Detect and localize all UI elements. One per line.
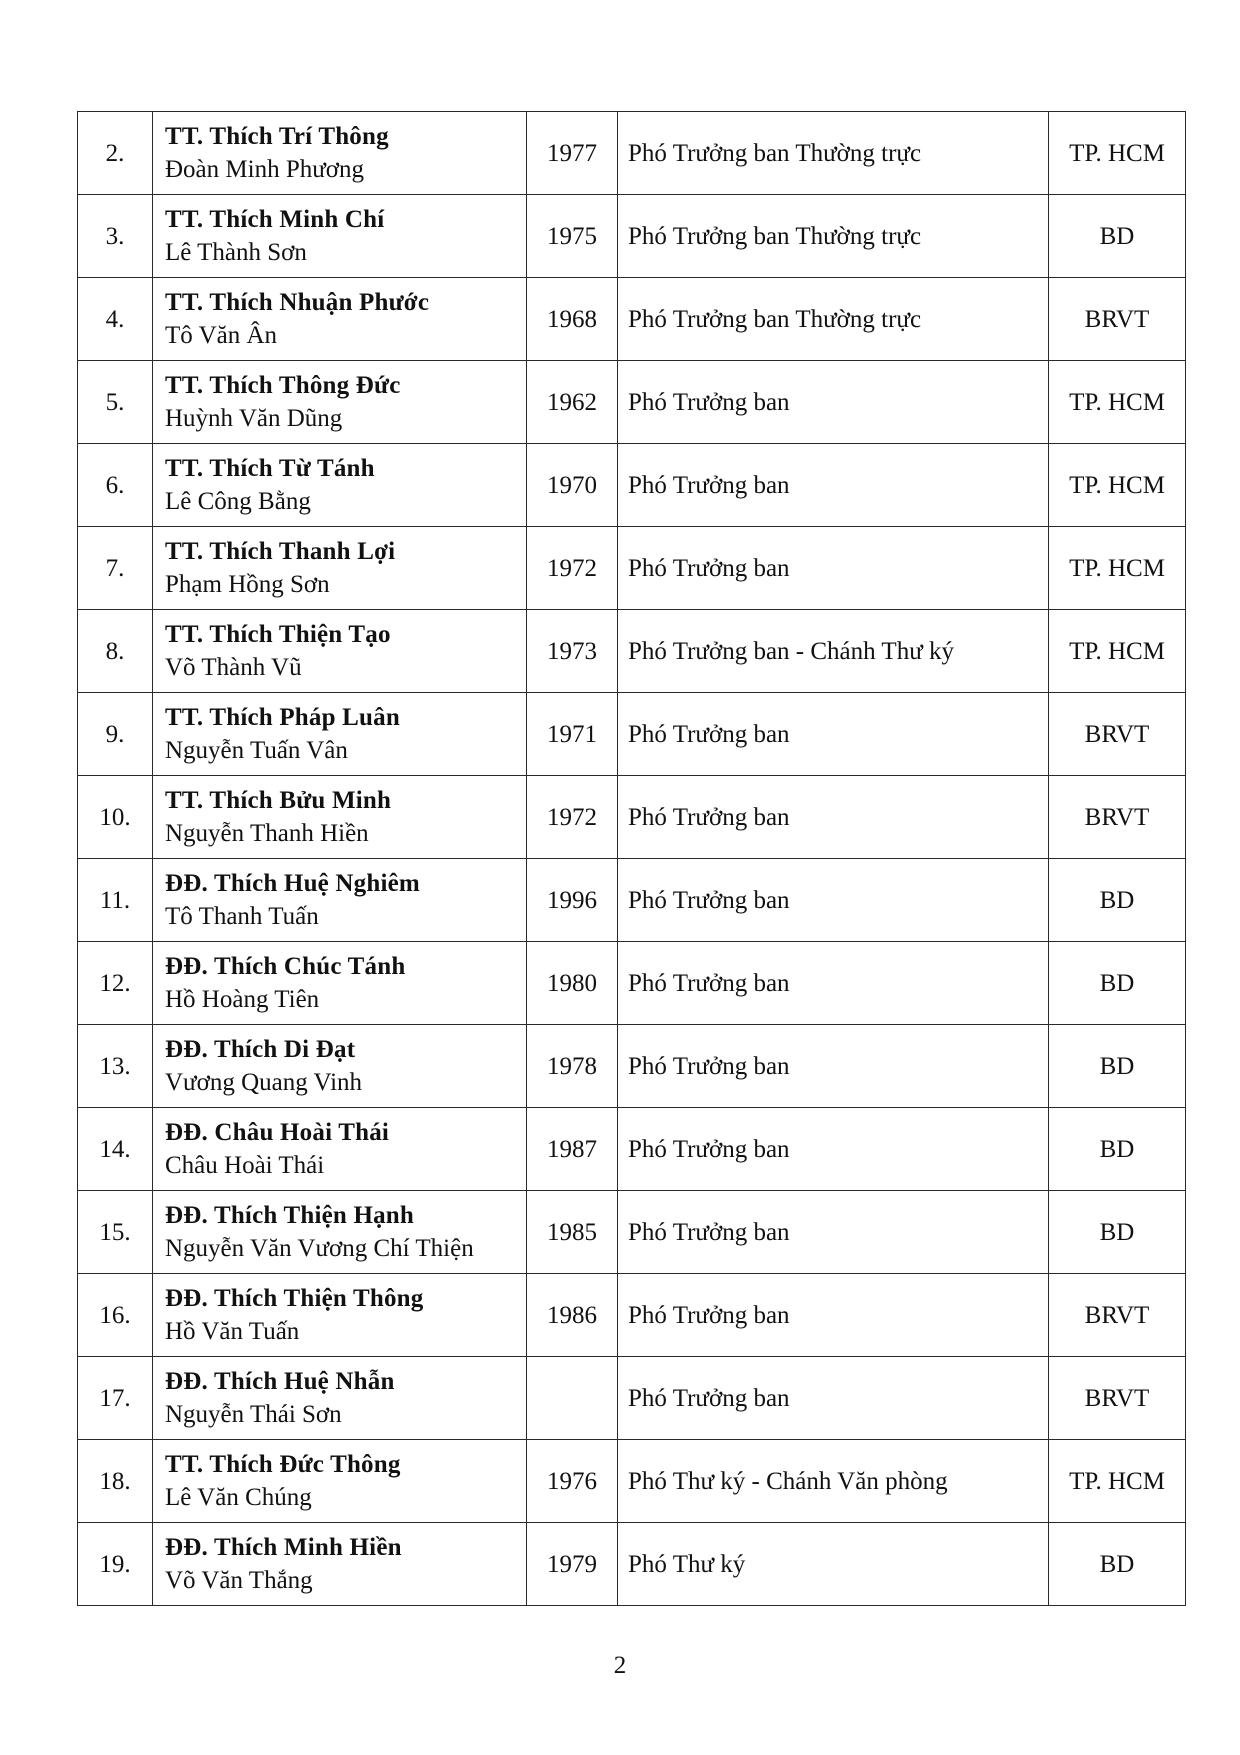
secular-name: Nguyễn Thanh Hiền bbox=[165, 820, 369, 847]
table-row bbox=[78, 1523, 1186, 1606]
members-table-body bbox=[78, 112, 1186, 1606]
table-row bbox=[78, 693, 1186, 776]
role: Phó Trưởng ban Thường trực bbox=[618, 278, 1049, 361]
name-cell bbox=[153, 444, 527, 527]
dharma-name: TT. Thích Bửu Minh bbox=[165, 787, 392, 814]
dharma-name: TT. Thích Trí Thông bbox=[165, 123, 389, 150]
table-row bbox=[78, 1108, 1186, 1191]
table-row bbox=[78, 1357, 1186, 1440]
name-cell bbox=[153, 112, 527, 195]
secular-name: Lê Thành Sơn bbox=[165, 239, 307, 266]
name-cell bbox=[153, 1108, 527, 1191]
name-cell bbox=[153, 1191, 527, 1274]
role: Phó Trưởng ban bbox=[618, 1357, 1049, 1440]
location: BRVT bbox=[1049, 693, 1186, 776]
name-cell bbox=[153, 776, 527, 859]
dharma-name: TT. Thích Đức Thông bbox=[165, 1451, 401, 1478]
dharma-name: TT. Thích Nhuận Phước bbox=[165, 289, 430, 316]
name-cell bbox=[153, 1274, 527, 1357]
secular-name: Nguyễn Tuấn Vân bbox=[165, 737, 348, 764]
row-number: 12. bbox=[78, 942, 153, 1025]
table-row bbox=[78, 1440, 1186, 1523]
dharma-name: ĐĐ. Thích Huệ Nhẫn bbox=[165, 1368, 395, 1395]
role: Phó Trưởng ban bbox=[618, 1025, 1049, 1108]
secular-name: Hồ Hoàng Tiên bbox=[165, 986, 320, 1013]
secular-name: Lê Công Bằng bbox=[165, 488, 311, 515]
role: Phó Trưởng ban bbox=[618, 1191, 1049, 1274]
secular-name: Vương Quang Vinh bbox=[165, 1069, 363, 1096]
birth-year: 1968 bbox=[527, 278, 618, 361]
birth-year: 1978 bbox=[527, 1025, 618, 1108]
members-table bbox=[77, 111, 1186, 1606]
birth-year: 1986 bbox=[527, 1274, 618, 1357]
table-row bbox=[78, 278, 1186, 361]
name-cell bbox=[153, 527, 527, 610]
name-cell bbox=[153, 942, 527, 1025]
birth-year: 1977 bbox=[527, 112, 618, 195]
dharma-name: ĐĐ. Thích Chúc Tánh bbox=[165, 953, 406, 980]
birth-year: 1975 bbox=[527, 195, 618, 278]
row-number: 13. bbox=[78, 1025, 153, 1108]
row-number: 9. bbox=[78, 693, 153, 776]
dharma-name: ĐĐ. Châu Hoài Thái bbox=[165, 1119, 390, 1146]
secular-name: Huỳnh Văn Dũng bbox=[165, 405, 343, 432]
dharma-name: TT. Thích Thông Đức bbox=[165, 372, 401, 399]
row-number: 11. bbox=[78, 859, 153, 942]
birth-year: 1972 bbox=[527, 527, 618, 610]
table-row bbox=[78, 527, 1186, 610]
role: Phó Trưởng ban bbox=[618, 859, 1049, 942]
location: BRVT bbox=[1049, 278, 1186, 361]
location: TP. HCM bbox=[1049, 527, 1186, 610]
table-row bbox=[78, 1274, 1186, 1357]
role: Phó Trưởng ban bbox=[618, 776, 1049, 859]
birth-year: 1996 bbox=[527, 859, 618, 942]
table-row bbox=[78, 444, 1186, 527]
row-number: 8. bbox=[78, 610, 153, 693]
dharma-name: TT. Thích Pháp Luân bbox=[165, 704, 400, 731]
location: TP. HCM bbox=[1049, 1440, 1186, 1523]
role: Phó Trưởng ban Thường trực bbox=[618, 112, 1049, 195]
row-number: 19. bbox=[78, 1523, 153, 1606]
birth-year: 1985 bbox=[527, 1191, 618, 1274]
role: Phó Trưởng ban bbox=[618, 361, 1049, 444]
row-number: 14. bbox=[78, 1108, 153, 1191]
location: BRVT bbox=[1049, 1357, 1186, 1440]
location: BD bbox=[1049, 1191, 1186, 1274]
birth-year: 1980 bbox=[527, 942, 618, 1025]
row-number: 7. bbox=[78, 527, 153, 610]
table-row bbox=[78, 112, 1186, 195]
secular-name: Nguyễn Văn Vương Chí Thiện bbox=[165, 1235, 474, 1262]
row-number: 15. bbox=[78, 1191, 153, 1274]
dharma-name: ĐĐ. Thích Thiện Thông bbox=[165, 1285, 424, 1312]
name-cell bbox=[153, 361, 527, 444]
row-number: 10. bbox=[78, 776, 153, 859]
location: BD bbox=[1049, 942, 1186, 1025]
location: BD bbox=[1049, 1108, 1186, 1191]
birth-year: 1970 bbox=[527, 444, 618, 527]
row-number: 3. bbox=[78, 195, 153, 278]
birth-year: 1962 bbox=[527, 361, 618, 444]
secular-name: Tô Thanh Tuấn bbox=[165, 903, 319, 930]
secular-name: Đoàn Minh Phương bbox=[165, 156, 364, 183]
secular-name: Võ Văn Thắng bbox=[165, 1567, 313, 1594]
role: Phó Trưởng ban bbox=[618, 1274, 1049, 1357]
birth-year: 1971 bbox=[527, 693, 618, 776]
secular-name: Hồ Văn Tuấn bbox=[165, 1318, 300, 1345]
location: BD bbox=[1049, 195, 1186, 278]
secular-name: Châu Hoài Thái bbox=[165, 1152, 325, 1179]
location: TP. HCM bbox=[1049, 112, 1186, 195]
role: Phó Trưởng ban - Chánh Thư ký bbox=[618, 610, 1049, 693]
dharma-name: TT. Thích Minh Chí bbox=[165, 206, 385, 233]
row-number: 4. bbox=[78, 278, 153, 361]
role: Phó Thư ký - Chánh Văn phòng bbox=[618, 1440, 1049, 1523]
row-number: 5. bbox=[78, 361, 153, 444]
table-row bbox=[78, 195, 1186, 278]
location: BD bbox=[1049, 1523, 1186, 1606]
secular-name: Tô Văn Ân bbox=[165, 322, 278, 349]
table-row bbox=[78, 859, 1186, 942]
dharma-name: ĐĐ. Thích Di Đạt bbox=[165, 1036, 356, 1063]
name-cell bbox=[153, 195, 527, 278]
table-row bbox=[78, 776, 1186, 859]
role: Phó Trưởng ban bbox=[618, 1108, 1049, 1191]
birth-year bbox=[527, 1357, 618, 1440]
dharma-name: TT. Thích Thanh Lợi bbox=[165, 538, 396, 565]
row-number: 16. bbox=[78, 1274, 153, 1357]
secular-name: Võ Thành Vũ bbox=[165, 654, 302, 681]
location: TP. HCM bbox=[1049, 361, 1186, 444]
birth-year: 1972 bbox=[527, 776, 618, 859]
table-row bbox=[78, 1191, 1186, 1274]
role: Phó Trưởng ban Thường trực bbox=[618, 195, 1049, 278]
location: BRVT bbox=[1049, 776, 1186, 859]
name-cell bbox=[153, 1025, 527, 1108]
dharma-name: ĐĐ. Thích Thiện Hạnh bbox=[165, 1202, 415, 1229]
row-number: 18. bbox=[78, 1440, 153, 1523]
row-number: 17. bbox=[78, 1357, 153, 1440]
secular-name: Lê Văn Chúng bbox=[165, 1484, 312, 1511]
secular-name: Phạm Hồng Sơn bbox=[165, 571, 330, 598]
location: TP. HCM bbox=[1049, 610, 1186, 693]
name-cell bbox=[153, 1440, 527, 1523]
table-row bbox=[78, 942, 1186, 1025]
name-cell bbox=[153, 1523, 527, 1606]
birth-year: 1976 bbox=[527, 1440, 618, 1523]
location: TP. HCM bbox=[1049, 444, 1186, 527]
role: Phó Trưởng ban bbox=[618, 942, 1049, 1025]
dharma-name: TT. Thích Từ Tánh bbox=[165, 455, 375, 482]
table-row bbox=[78, 361, 1186, 444]
table-row bbox=[78, 610, 1186, 693]
birth-year: 1987 bbox=[527, 1108, 618, 1191]
dharma-name: TT. Thích Thiện Tạo bbox=[165, 621, 391, 648]
secular-name: Nguyễn Thái Sơn bbox=[165, 1401, 342, 1428]
role: Phó Trưởng ban bbox=[618, 693, 1049, 776]
role: Phó Trưởng ban bbox=[618, 527, 1049, 610]
role: Phó Trưởng ban bbox=[618, 444, 1049, 527]
birth-year: 1973 bbox=[527, 610, 618, 693]
name-cell bbox=[153, 610, 527, 693]
page-number: 2 bbox=[613, 1652, 627, 1679]
table-row bbox=[78, 1025, 1186, 1108]
name-cell bbox=[153, 1357, 527, 1440]
name-cell bbox=[153, 859, 527, 942]
birth-year: 1979 bbox=[527, 1523, 618, 1606]
name-cell bbox=[153, 278, 527, 361]
location: BD bbox=[1049, 1025, 1186, 1108]
row-number: 2. bbox=[78, 112, 153, 195]
dharma-name: ĐĐ. Thích Huệ Nghiêm bbox=[165, 870, 420, 897]
dharma-name: ĐĐ. Thích Minh Hiền bbox=[165, 1534, 402, 1561]
location: BRVT bbox=[1049, 1274, 1186, 1357]
location: BD bbox=[1049, 859, 1186, 942]
row-number: 6. bbox=[78, 444, 153, 527]
role: Phó Thư ký bbox=[618, 1523, 1049, 1606]
name-cell bbox=[153, 693, 527, 776]
